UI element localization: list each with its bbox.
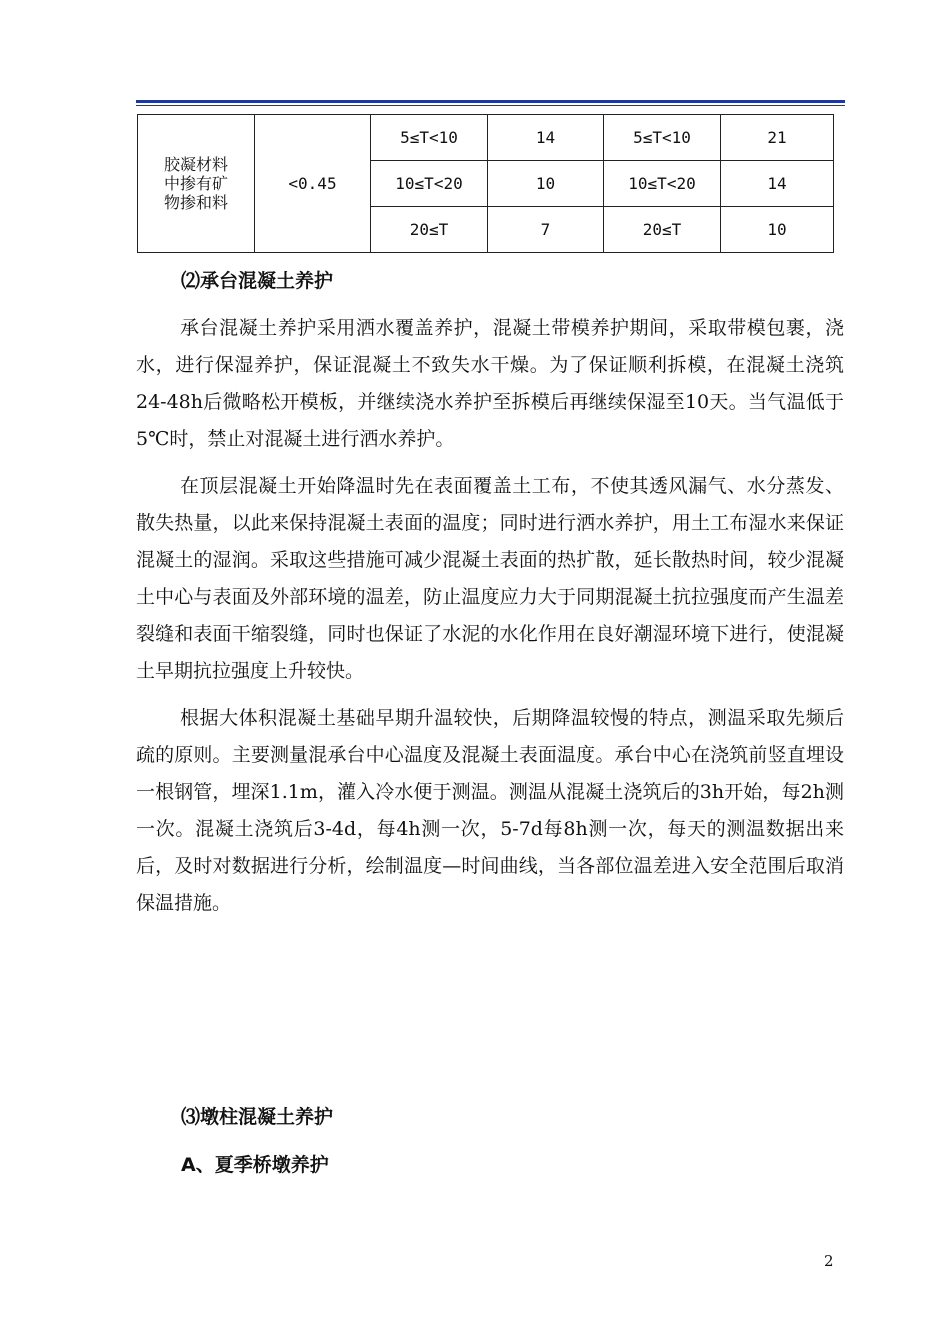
temperature-range-cell: 5≤T<10 (371, 115, 488, 161)
paragraph: 承台混凝土养护采用洒水覆盖养护，混凝土带模养护期间，采取带模包裹，浇水，进行保湿养护，保证混凝土不致失水干燥。为了保证顺利拆模，在混凝土浇筑24-48h后微略松开模板，并继续浇水养护至拆模后再继续保湿至10天。当气温低于5℃时，禁止对混凝土进行洒水养护。 (136, 317, 844, 450)
table-row (138, 115, 834, 161)
header-rule-thin (136, 105, 845, 106)
curing-days-cell: 21 (721, 115, 834, 161)
curing-days-cell: 10 (721, 207, 834, 253)
page-number: 2 (824, 1252, 834, 1270)
paragraph: 根据大体积混凝土基础早期升温较快，后期降温较慢的特点，测温采取先频后疏的原则。主要测量混承台中心温度及混凝土表面温度。承台中心在浇筑前竖直埋设一根钢管，埋深1.1m，灌入冷水便于测温。测温从混凝土浇筑后的3h开始，每2h测一次。混凝土浇筑后3-4d，每4h测一次，5-7d每8h测一次，每天的测温数据出来后，及时对数据进行分析，绘制温度—时间曲线，当各部位温差进入安全范围后取消保温措施。 (136, 707, 844, 914)
temperature-range-cell: 10≤T<20 (604, 161, 721, 207)
category-line: 中掺有矿 (163, 174, 228, 193)
section-2-body (136, 310, 844, 922)
header-rule (136, 100, 845, 103)
subheading-summer-pier-curing: A、夏季桥墩养护 (181, 1154, 329, 1176)
temperature-range-cell: 10≤T<20 (371, 161, 488, 207)
curing-days-cell: 7 (488, 207, 604, 253)
paragraph: 在顶层混凝土开始降温时先在表面覆盖土工布，不使其透风漏气、水分蒸发、散失热量，以此来保持混凝土表面的温度；同时进行洒水养护，用土工布湿水来保证混凝土的湿润。采取这些措施可减少混凝土表面的热扩散，延长散热时间，较少混凝土中心与表面及外部环境的温差，防止温度应力大于同期混凝土抗拉强度而产生温差裂缝和表面干缩裂缝，同时也保证了水泥的水化作用在良好潮湿环境下进行，使混凝土早期抗拉强度上升较快。 (136, 475, 844, 682)
category-line: 物掺和料 (163, 193, 228, 212)
water-binder-ratio-cell: <0.45 (255, 115, 371, 253)
temperature-range-cell: 5≤T<10 (604, 115, 721, 161)
curing-days-cell: 14 (488, 115, 604, 161)
category-line: 胶凝材料 (163, 155, 228, 174)
temperature-range-cell: 20≤T (604, 207, 721, 253)
temperature-range-cell: 20≤T (371, 207, 488, 253)
section-heading-pier-curing: ⑶墩柱混凝土养护 (181, 1106, 334, 1128)
curing-days-cell: 14 (721, 161, 834, 207)
curing-time-table (137, 114, 834, 253)
curing-days-cell: 10 (488, 161, 604, 207)
material-category-cell (138, 115, 255, 253)
section-heading-cap-curing: ⑵承台混凝土养护 (181, 270, 334, 292)
